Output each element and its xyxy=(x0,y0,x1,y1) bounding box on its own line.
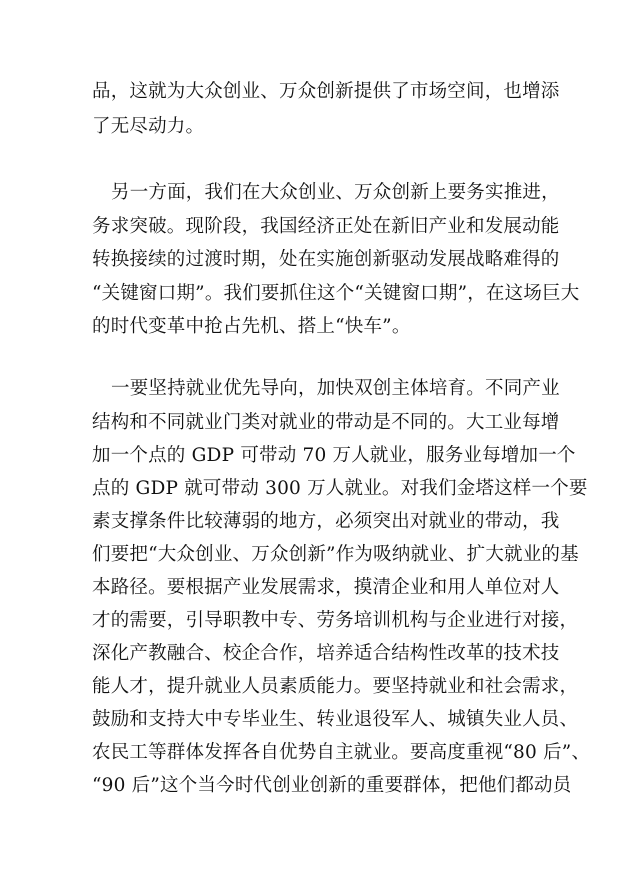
text-line: 深化产教融合、校企合作，培养适合结构性改革的技术技 xyxy=(92,643,560,664)
text-line: 鼓励和支持大中专毕业生、转业退役军人、城镇失业人员、 xyxy=(92,709,579,730)
text-line: 品，这就为大众创业、万众创新提供了市场空间，也增添 xyxy=(92,81,560,102)
text-line: “关键窗口期”。我们要抓住这个“关键窗口期”，在这场巨大 xyxy=(92,283,580,304)
text-line: 能人才，提升就业人员素质能力。要坚持就业和社会需求， xyxy=(92,676,579,697)
text-line: 一要坚持就业优先导向，加快双创主体培育。不同产业 xyxy=(111,378,560,399)
text-line: 才的需要，引导职教中专、劳务培训机构与企业进行对接， xyxy=(92,610,579,631)
text-line: 了无尽动力。 xyxy=(92,116,205,137)
text-line: 素支撑条件比较薄弱的地方，必须突出对就业的带动，我 xyxy=(92,511,560,532)
text-line: 农民工等群体发挥各自优势自主就业。要高度重视“80 后”、 xyxy=(92,742,591,763)
text-line: 加一个点的 GDP 可带动 70 万人就业，服务业每增加一个 xyxy=(92,445,576,466)
text-line: 结构和不同就业门类对就业的带动是不同的。大工业每增 xyxy=(92,412,560,433)
text-line: 们要把“大众创业、万众创新”作为吸纳就业、扩大就业的基 xyxy=(92,544,579,565)
text-line: 点的 GDP 就可带动 300 万人就业。对我们金塔这样一个要 xyxy=(92,478,588,499)
text-line: 务求突破。现阶段，我国经济正处在新旧产业和发展动能 xyxy=(92,216,560,237)
text-line: 另一方面，我们在大众创业、万众创新上要务实推进， xyxy=(111,182,560,203)
text-line: 转换接续的过渡时期，处在实施创新驱动发展战略难得的 xyxy=(92,249,560,270)
text-line: 本路径。要根据产业发展需求，摸清企业和用人单位对人 xyxy=(92,577,560,598)
text-line: “90 后”这个当今时代创业创新的重要群体，把他们都动员 xyxy=(92,775,572,796)
text-line: 的时代变革中抢占先机、搭上“快车”。 xyxy=(92,316,411,337)
